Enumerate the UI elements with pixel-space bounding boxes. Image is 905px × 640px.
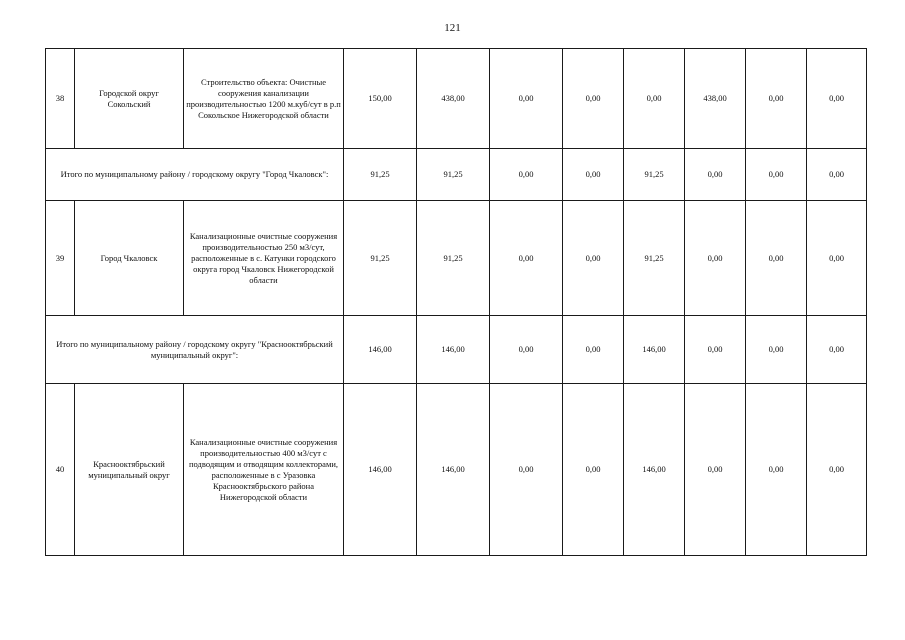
value-cell: 0,00	[563, 149, 624, 201]
value-cell: 0,00	[563, 384, 624, 556]
municipality-name: Город Чкаловск	[75, 201, 184, 316]
value-cell: 146,00	[417, 316, 490, 384]
subtotal-row	[46, 316, 867, 384]
value-cell: 0,00	[746, 384, 807, 556]
value-cell: 0,00	[490, 149, 563, 201]
subtotal-label: Итого по муниципальному району / городскому округу "Краснооктябрьский муниципальный округ":	[46, 316, 344, 384]
project-description: Канализационные очистные сооружения производительностью 400 м3/сут с подводящим и отводящим коллекторами, расположенные в с Уразовка Краснооктябрьского района Нижегородской области	[184, 384, 344, 556]
value-cell: 146,00	[344, 316, 417, 384]
value-cell: 0,00	[807, 384, 867, 556]
value-cell: 146,00	[624, 384, 685, 556]
value-cell: 91,25	[624, 201, 685, 316]
value-cell: 146,00	[624, 316, 685, 384]
value-cell: 0,00	[563, 316, 624, 384]
page-number: 121	[444, 22, 461, 34]
value-cell: 91,25	[417, 201, 490, 316]
value-cell: 0,00	[685, 384, 746, 556]
value-cell: 0,00	[746, 316, 807, 384]
table-row	[46, 49, 867, 149]
row-number: 39	[46, 201, 75, 316]
value-cell: 0,00	[490, 49, 563, 149]
value-cell: 438,00	[417, 49, 490, 149]
value-cell: 146,00	[344, 384, 417, 556]
row-number: 40	[46, 384, 75, 556]
value-cell: 0,00	[746, 149, 807, 201]
table-row	[46, 201, 867, 316]
value-cell: 0,00	[563, 201, 624, 316]
value-cell: 0,00	[685, 201, 746, 316]
value-cell: 146,00	[417, 384, 490, 556]
value-cell: 150,00	[344, 49, 417, 149]
value-cell: 0,00	[685, 149, 746, 201]
table-row	[46, 384, 867, 556]
value-cell: 91,25	[344, 149, 417, 201]
value-cell: 0,00	[807, 201, 867, 316]
subtotal-row	[46, 149, 867, 201]
value-cell: 0,00	[490, 201, 563, 316]
value-cell: 91,25	[344, 201, 417, 316]
value-cell: 438,00	[685, 49, 746, 149]
value-cell: 0,00	[746, 49, 807, 149]
value-cell: 91,25	[417, 149, 490, 201]
value-cell: 0,00	[563, 49, 624, 149]
municipality-name: Краснооктябрьский муниципальный округ	[75, 384, 184, 556]
row-number: 38	[46, 49, 75, 149]
value-cell: 0,00	[490, 316, 563, 384]
value-cell: 0,00	[685, 316, 746, 384]
project-description: Строительство объекта: Очистные сооружения канализации производительностью 1200 м.куб/сут в р.п Сокольское Нижегородской области	[184, 49, 344, 149]
value-cell: 0,00	[807, 149, 867, 201]
value-cell: 0,00	[624, 49, 685, 149]
project-description: Канализационные очистные сооружения производительностью 250 м3/сут, расположенные в с. Катунки городского округа город Чкаловск Нижегородской области	[184, 201, 344, 316]
value-cell: 91,25	[624, 149, 685, 201]
budget-table	[45, 48, 867, 556]
value-cell: 0,00	[746, 201, 807, 316]
municipality-name: Городской округ Сокольский	[75, 49, 184, 149]
value-cell: 0,00	[807, 316, 867, 384]
subtotal-label: Итого по муниципальному району / городскому округу "Город Чкаловск":	[46, 149, 344, 201]
value-cell: 0,00	[490, 384, 563, 556]
value-cell: 0,00	[807, 49, 867, 149]
